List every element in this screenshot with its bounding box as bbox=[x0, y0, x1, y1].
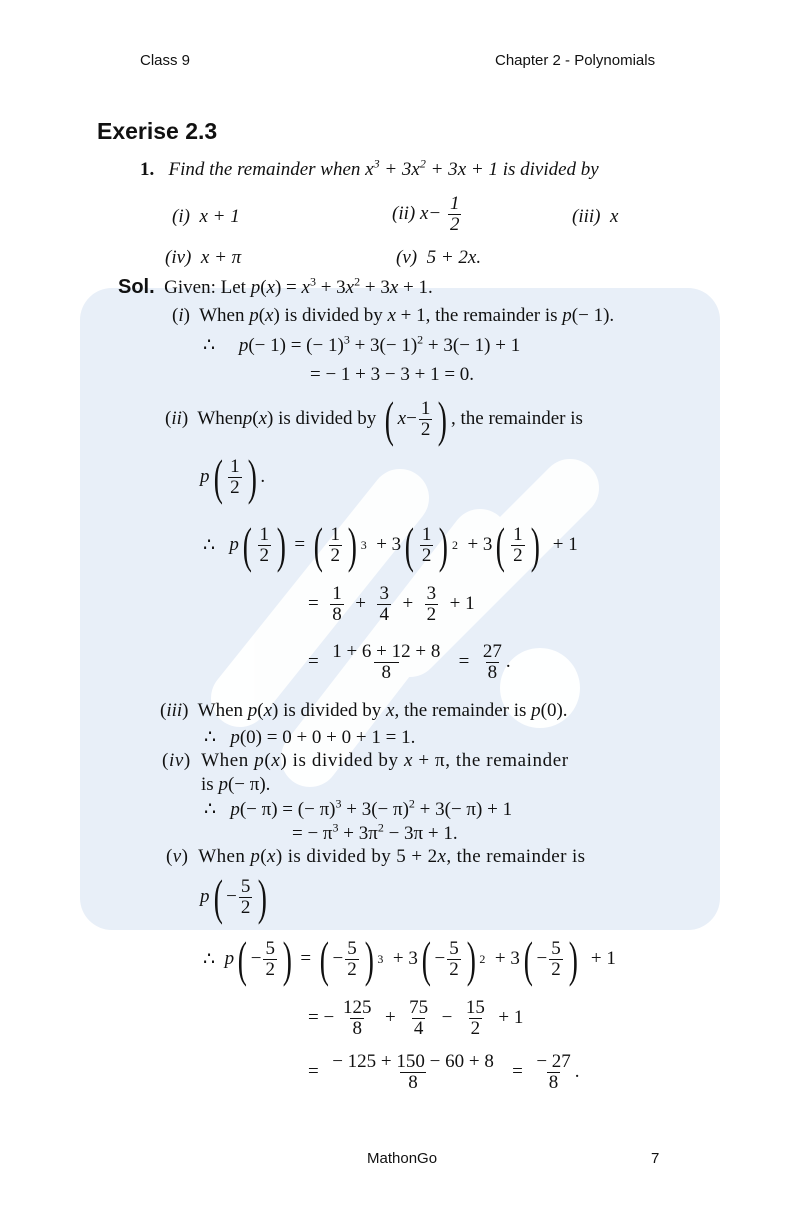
question-line: 1. Find the remainder when $x^3 + 3x^2 + 3x + 1$ is divided by bbox=[140, 156, 599, 180]
footer-brand: MathonGo bbox=[367, 1150, 438, 1167]
part-iv-text: (iv) When p(x) is divided by x + π, the remainder bbox=[162, 750, 569, 771]
part-ii-p-half: p ( $\frac{1}{2}$ ) . bbox=[200, 449, 266, 505]
part-iv-text-cont: is p(− π). bbox=[201, 774, 271, 795]
part-ii-text: ( ii ) When p ( x ) is divided by ( x − $\frac{1}{2}$ ) , the remainder is bbox=[165, 391, 583, 447]
part-v-text: (v) When p(x) is divided by 5 + 2x, the remainder is bbox=[166, 846, 586, 867]
part-v-line-3: = $\frac{- 125 + 150 - 60 + 8}{8}$ = $\frac{- 27}{8}$ . bbox=[308, 1051, 580, 1093]
part-iv-line-1: ∴ p(− π) = (− $\pi)^3 + 3(- \pi)^2 + 3(- \pi) + 1$ bbox=[204, 796, 513, 820]
part-ii-line-1: ∴ p ( $\frac{1}{2}$ ) = ( $\frac{1}{2}$ ) 3 + 3 ( $\frac{1}{2}$ ) 2 + 3 ( $\frac{1}{2}$ ) + 1 bbox=[203, 517, 578, 573]
header-class: Class 9 bbox=[140, 52, 191, 69]
part-iii-line-1: ∴ p(0) = 0 + 0 + 0 + 1 = 1. bbox=[204, 727, 416, 748]
part-i-line-1: ∴ p(− 1) = (− $1)^3 + 3(- 1)^2 + 3(- 1) + 1$ bbox=[203, 332, 521, 356]
option-i: (i) x + 1 bbox=[172, 206, 240, 227]
page-title: Exerise 2.3 bbox=[97, 118, 218, 144]
option-iv: (iv) x + π bbox=[165, 247, 242, 268]
part-v-p: p ( − $\frac{5}{2}$ ) bbox=[200, 869, 268, 925]
option-v: (v) 5 + 2x. bbox=[396, 247, 482, 268]
part-i-text: (i) When p(x) is divided by x + 1, the remainder is p(− 1). bbox=[172, 305, 615, 326]
part-ii-line-3: = $\frac{1 + 6 + 12 + 8}{8}$ = $\frac{27}{8}$ . bbox=[308, 641, 511, 683]
part-v-line-2: = − $\frac{125}{8}$ + $\frac{75}{4}$ − $\frac{15}{2}$ + 1 bbox=[308, 997, 524, 1039]
part-ii-line-2: = $\frac{1}{8}$ + $\frac{3}{4}$ + $\frac{3}{2}$ + 1 bbox=[308, 583, 475, 625]
part-v-line-1: ∴ p ( − $\frac{5}{2}$ ) = ( − $\frac{5}{2}$ ) 3 + 3 ( − $\frac{5}{2}$ ) 2 + 3 ( − $\frac{5}{2}$ ) + 1 bbox=[203, 931, 616, 987]
part-iii-text: (iii) When p(x) is divided by x, the remainder is p(0). bbox=[160, 700, 568, 721]
option-iii: (iii) x bbox=[572, 206, 619, 227]
header-chapter: Chapter 2 - Polynomials bbox=[495, 52, 656, 69]
part-iv-line-2: = − $\pi^3 + 3\pi^2 - 3\pi + 1$. bbox=[292, 820, 458, 844]
question-number: 1. bbox=[140, 159, 155, 180]
solution-given: Sol. Given: Let $p(x) = x^3 + 3x^2 + 3x + 1$. bbox=[118, 274, 433, 298]
page-number: 7 bbox=[651, 1150, 660, 1167]
option-ii: ( ii ) x − $\frac{1}{2}$ bbox=[392, 193, 460, 235]
solution-label: Sol. bbox=[118, 276, 155, 298]
part-i-line-2: = − 1 + 3 − 3 + 1 = 0. bbox=[310, 364, 475, 385]
